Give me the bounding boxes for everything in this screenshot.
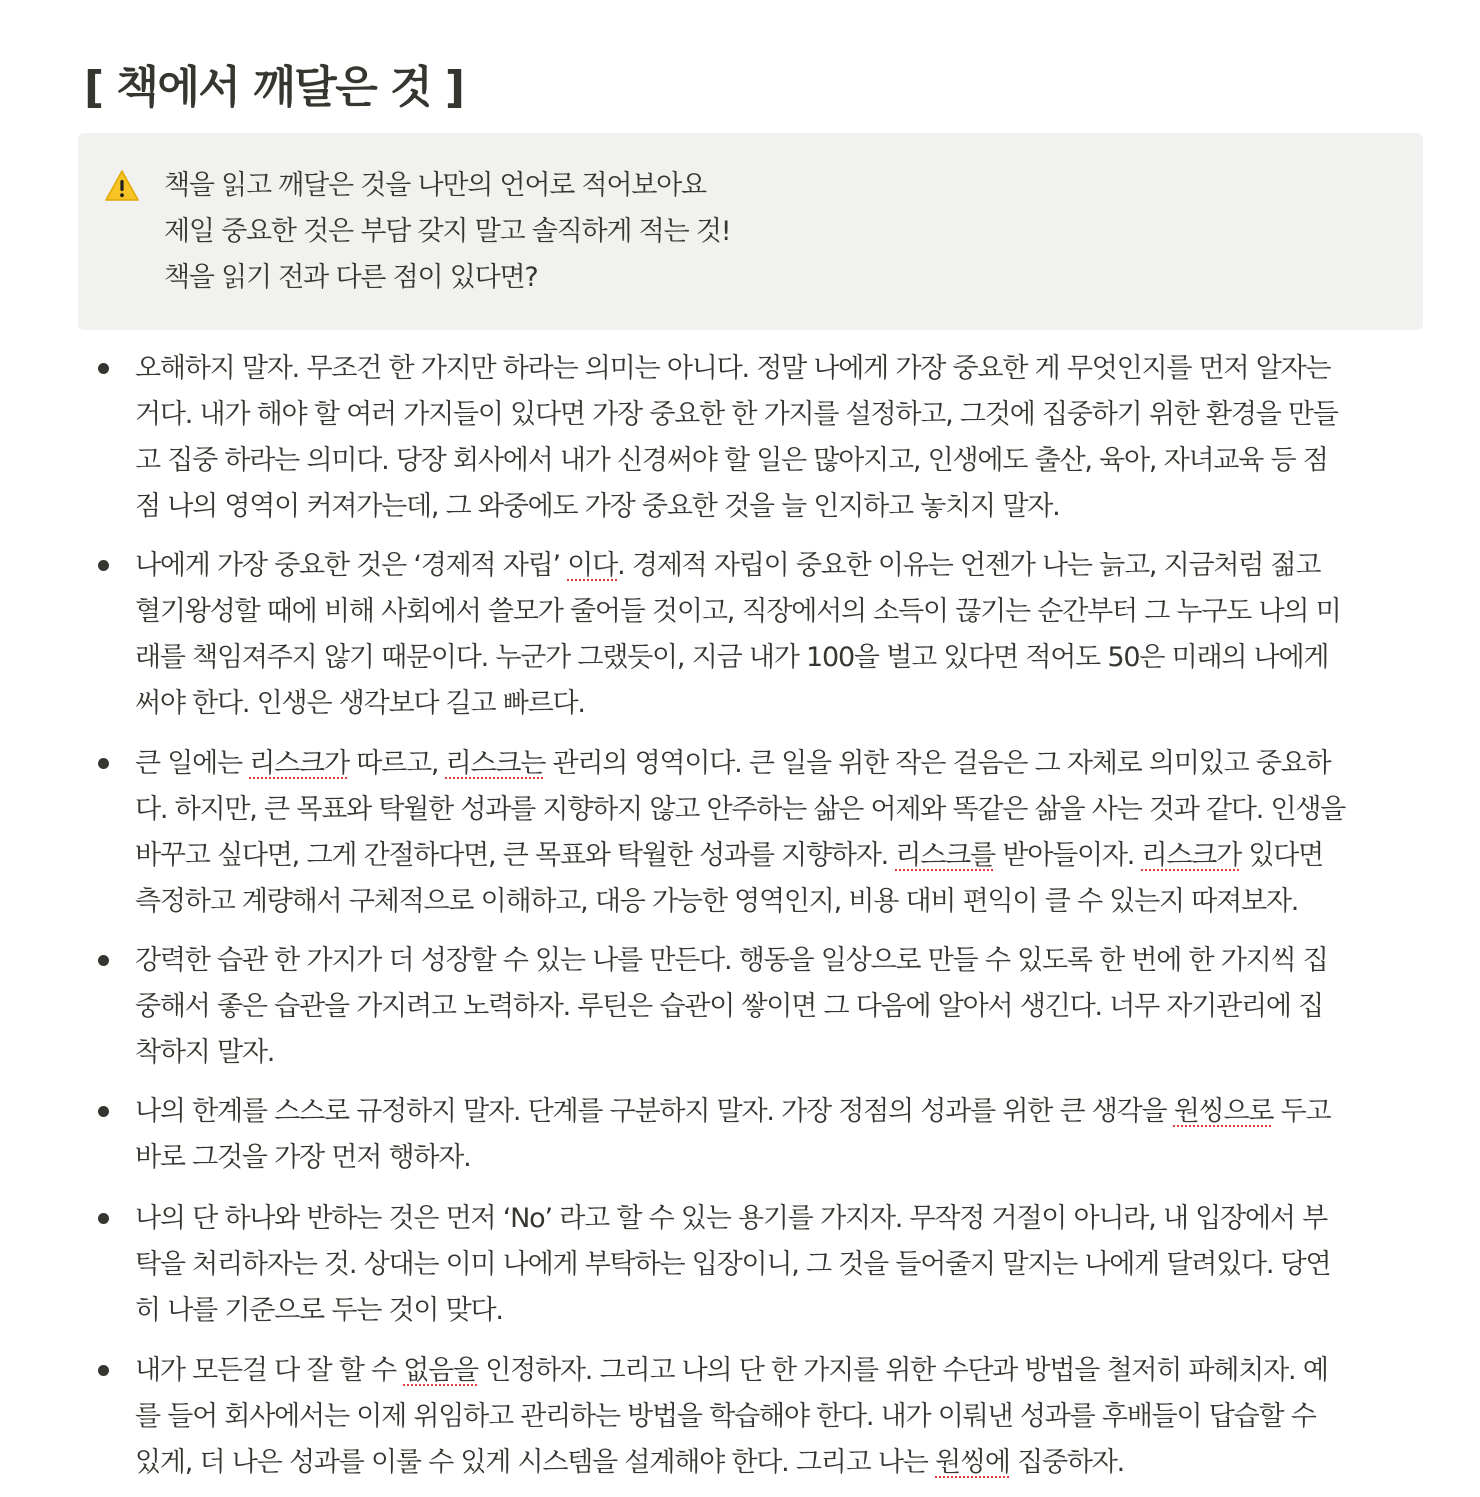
bullet-line: 점 나의 영역이 커져가는데, 그 와중에도 가장 중요한 것을 늘 인지하고 놓치지 말자. — [135, 491, 1060, 522]
bullet-dot — [98, 955, 109, 966]
spellcheck-word[interactable]: 리스크가 — [1141, 840, 1242, 871]
spellcheck-word[interactable]: 리스크를 — [895, 840, 995, 871]
bullet-line: 바꾸고 싶다면, 그게 간절하다면, 큰 목표와 탁월한 성과를 지향하자. 리스크를 받아들이자. 리스크가 있다면 — [135, 840, 1324, 871]
bullet-line: 오해하지 말자. 무조건 한 가지만 하라는 의미는 아니다. 정말 나에게 가장 중요한 게 무엇인지를 먼저 알자는 — [135, 353, 1331, 384]
bullet-line: 큰 일에는 리스크가 따르고, 리스크는 관리의 영역이다. 큰 일을 위한 작은 걸음은 그 자체로 의미있고 중요하 — [135, 748, 1331, 779]
callout-line: 책을 읽고 깨달은 것을 나만의 언어로 적어보아요 — [164, 170, 706, 201]
bullet-line: 를 들어 회사에서는 이제 위임하고 관리하는 방법을 학습해야 한다. 내가 이뤄낸 성과를 후배들이 답습할 수 — [135, 1401, 1316, 1432]
bullet-line: 나에게 가장 중요한 것은 ‘경제적 자립’ 이다. 경제적 자립이 중요한 이유는 언젠가 나는 늙고, 지금처럼 젊고 — [135, 550, 1321, 581]
bullet-line: 탁을 처리하자는 것. 상대는 이미 나에게 부탁하는 입장이니, 그 것을 들어줄지 말지는 나에게 달려있다. 당연 — [135, 1249, 1331, 1280]
bullet-line: 강력한 습관 한 가지가 더 성장할 수 있는 나를 만든다. 행동을 일상으로 만들 수 있도록 한 번에 한 가지씩 집 — [135, 945, 1328, 976]
bullet-line: 고 집중 하라는 의미다. 당장 회사에서 내가 신경써야 할 일은 많아지고, 인생에도 출산, 육아, 자녀교육 등 점 — [135, 445, 1328, 476]
callout-line: 책을 읽기 전과 다른 점이 있다면? — [164, 262, 538, 293]
spellcheck-word[interactable]: 원씽으로 — [1173, 1096, 1274, 1127]
bullet-dot — [98, 758, 109, 769]
bullet-dot — [98, 363, 109, 374]
bullet-dot — [98, 1106, 109, 1117]
bullet-line: 측정하고 계량해서 구체적으로 이해하고, 대응 가능한 영역인지, 비용 대비 편익이 클 수 있는지 따져보자. — [135, 886, 1299, 917]
bullet-line: 있게, 더 나은 성과를 이룰 수 있게 시스템을 설계해야 한다. 그리고 나는 원씽에 집중하자. — [135, 1447, 1125, 1478]
spellcheck-word[interactable]: 리스크는 — [445, 748, 546, 779]
callout-line: 제일 중요한 것은 부담 갖지 말고 솔직하게 적는 것! — [164, 216, 731, 247]
page-heading: [ 책에서 깨달은 것 ] — [84, 62, 464, 113]
bullet-line: 바로 그것을 가장 먼저 행하자. — [135, 1142, 471, 1173]
bullet-line: 다. 하지만, 큰 목표와 탁월한 성과를 지향하지 않고 안주하는 삶은 어제와 똑같은 삶을 사는 것과 같다. 인생을 — [135, 794, 1346, 825]
bullet-line: 거다. 내가 해야 할 여러 가지들이 있다면 가장 중요한 한 가지를 설정하고, 그것에 집중하기 위한 환경을 만들 — [135, 399, 1338, 430]
bullet-dot — [98, 560, 109, 571]
spellcheck-word[interactable]: 리스크가 — [249, 748, 349, 779]
bullet-line: 써야 한다. 인생은 생각보다 길고 빠르다. — [135, 688, 585, 719]
bullet-line: 중해서 좋은 습관을 가지려고 노력하자. 루틴은 습관이 쌓이면 그 다음에 알아서 생긴다. 너무 자기관리에 집 — [135, 991, 1324, 1022]
bullet-line: 착하지 말자. — [135, 1037, 275, 1068]
bullet-line: 히 나를 기준으로 두는 것이 맞다. — [135, 1295, 503, 1326]
bullet-line: 나의 단 하나와 반하는 것은 먼저 ‘No’ 라고 할 수 있는 용기를 가지자. 무작정 거절이 아니라, 내 입장에서 부 — [135, 1203, 1328, 1234]
bullet-dot — [98, 1365, 109, 1376]
warning-icon — [104, 169, 140, 203]
spellcheck-word[interactable]: 원씽에 — [935, 1447, 1010, 1478]
bullet-line: 래를 책임져주지 않기 때문이다. 누군가 그랬듯이, 지금 내가 100을 벌고 있다면 적어도 50은 미래의 나에게 — [135, 642, 1329, 673]
bullet-line: 나의 한계를 스스로 규정하지 말자. 단계를 구분하지 말자. 가장 정점의 성과를 위한 큰 생각을 원씽으로 두고 — [135, 1096, 1331, 1127]
bullet-line: 내가 모든걸 다 잘 할 수 없음을 인정하자. 그리고 나의 단 한 가지를 위한 수단과 방법을 철저히 파헤치자. 예 — [135, 1355, 1328, 1386]
spellcheck-word[interactable]: 이다 — [567, 550, 618, 581]
spellcheck-word[interactable]: 없음을 — [403, 1355, 478, 1386]
callout-block — [78, 133, 1423, 330]
bullet-dot — [98, 1213, 109, 1224]
bullet-line: 혈기왕성할 때에 비해 사회에서 쓸모가 줄어들 것이고, 직장에서의 소득이 끊기는 순간부터 그 누구도 나의 미 — [135, 596, 1341, 627]
